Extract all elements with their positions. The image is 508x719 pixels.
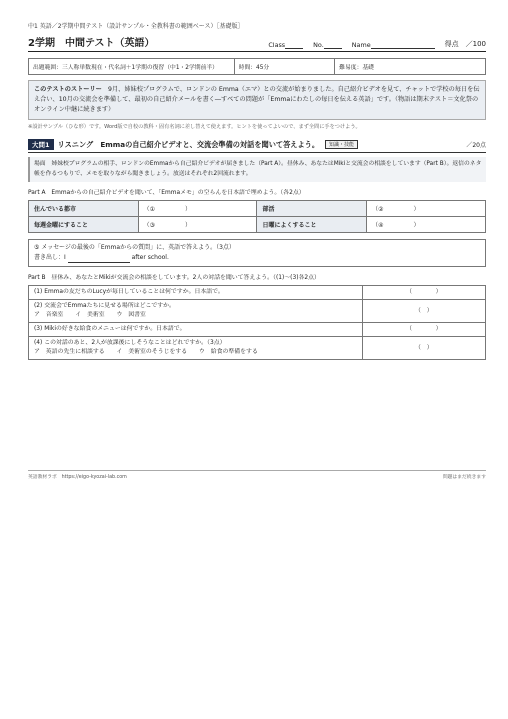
question-row <box>29 337 486 360</box>
story-heading: このテストのストーリー <box>34 86 102 93</box>
name-field[interactable]: Name <box>352 41 435 49</box>
section-badge: 大問1 <box>28 139 54 150</box>
memo-answer-2[interactable]: （② ） <box>367 201 486 217</box>
choices: ア 英語の先生に相談する イ 美術室のそうじをする ウ 給食の準備をする <box>34 349 258 355</box>
part-b-instruction: Part B 昼休み、あなたとMikiが交流会の相談をしています。2人の対話を聞いて答えよう。（(1)〜(3)各2点） <box>28 275 320 281</box>
question-text: (2) 交流会でEmmaたちに見せる場所はどこですか。 ア 音楽室 イ 美術室 ウ 図書室 <box>29 300 363 323</box>
section-title: リスニング Emmaの自己紹介ビデオと、交流会準備の対話を聞いて答えよう。 <box>57 139 320 149</box>
memo-label: 部活 <box>257 201 367 217</box>
part-b-table <box>28 285 486 360</box>
breadcrumb: 中1 英語／2学期中間テスト（設計サンプル・全教科書の範囲ベース）［基礎版］ <box>28 23 244 30</box>
test-header <box>28 34 486 52</box>
time-cell: 時間：45分 <box>234 59 335 75</box>
usage-note: ※設計サンプル（ひな形）です。Word版で自校の教科・固有名詞に差し替えて使えます。ヒントを使ってよいので、まず全問に手をつけよう。 <box>28 124 361 130</box>
scenario-box: 場面 姉妹校プログラムの相手、ロンドンのEmmaから自己紹介ビデオが届きました（Part A）。昼休み、あなたはMikiと交流会の相談をしています（Part B）。返信のネタ帳を作るつもりで、メモを取りながら聞きましょう。放送はそれぞれ2回流れます。 <box>28 157 486 182</box>
footer-site: 英語教材ラボ https://eigo-kyozai-lab.com <box>28 475 127 480</box>
question5-blank[interactable] <box>68 256 130 263</box>
answer-box-4[interactable]: （ ） <box>362 337 485 360</box>
scope-cell: 出題範囲：三人称単数現在・代名詞＋1学期の復習（中1・2学期前半） <box>29 59 235 75</box>
question-text: (4) この対話のあと、2人が放課後にしそうなことはどれですか。（3点） ア 英語の先生に相談する イ 美術室のそうじをする ウ 給食の準備をする <box>29 337 363 360</box>
section-points: ／20点 <box>466 142 486 149</box>
story-box <box>28 80 486 120</box>
answer-box-1[interactable]: （ ） <box>362 286 485 300</box>
question5-answer-line: 書き出し：I after school. <box>34 254 169 261</box>
student-fields <box>268 39 486 49</box>
page-footer <box>28 470 486 480</box>
answer-box-2[interactable]: （ ） <box>362 300 485 323</box>
memo-row <box>29 217 486 233</box>
memo-label: 住んでいる都市 <box>29 201 139 217</box>
story-text: 9月、姉妹校プログラムで、ロンドンの Emma（エマ）との交流が始まりました。自己紹介ビデオを見て、チャットで学校の毎日を伝え合い、10月の交流会を準備して、最初の自己紹介メールを書く―すべての問題が「Emmaにわたしの毎日を伝える英語」です。（物語は期末テスト＝文化祭のオンライン中継に続きます） <box>34 86 480 113</box>
footer-continue: 問題はまだ続きます <box>442 475 486 480</box>
emma-memo-table <box>28 200 486 233</box>
question-row <box>29 300 486 323</box>
memo-row <box>29 201 486 217</box>
choices: ア 音楽室 イ 美術室 ウ 図書室 <box>34 312 146 318</box>
part-a-instruction: Part A Emmaからの自己紹介ビデオを聞いて、「Emmaメモ」の空らんを日本語で埋めよう。（各2点） <box>28 190 305 196</box>
question-text: (3) Mikiの好きな給食のメニューは何ですか。日本語で。 <box>29 323 363 337</box>
memo-answer-1[interactable]: （① ） <box>138 201 257 217</box>
skill-tag: 知識・技能 <box>325 140 358 149</box>
question5-box <box>28 239 486 267</box>
question-row <box>29 323 486 337</box>
info-table <box>28 58 486 75</box>
level-cell: 難易度：基礎 <box>335 59 486 75</box>
memo-answer-3[interactable]: （③ ） <box>138 217 257 233</box>
memo-label: 毎週金曜にすること <box>29 217 139 233</box>
memo-label: 日曜によくすること <box>257 217 367 233</box>
question-row <box>29 286 486 300</box>
page-title: 2学期 中間テスト（英語） <box>28 38 155 49</box>
section1-header <box>28 139 486 153</box>
question5-text: ⑤ メッセージの最後の「Emmaからの質問」に、英語で答えよう。（3点） <box>34 244 235 251</box>
memo-answer-4[interactable]: （④ ） <box>367 217 486 233</box>
number-field[interactable]: No. <box>313 41 342 49</box>
score-field[interactable]: 得点 ／100 <box>444 40 486 48</box>
question-text: (1) Emmaの友だちのLucyが毎日していることは何ですか。日本語で。 <box>29 286 363 300</box>
class-field[interactable]: Class <box>268 41 303 49</box>
answer-box-3[interactable]: （ ） <box>362 323 485 337</box>
